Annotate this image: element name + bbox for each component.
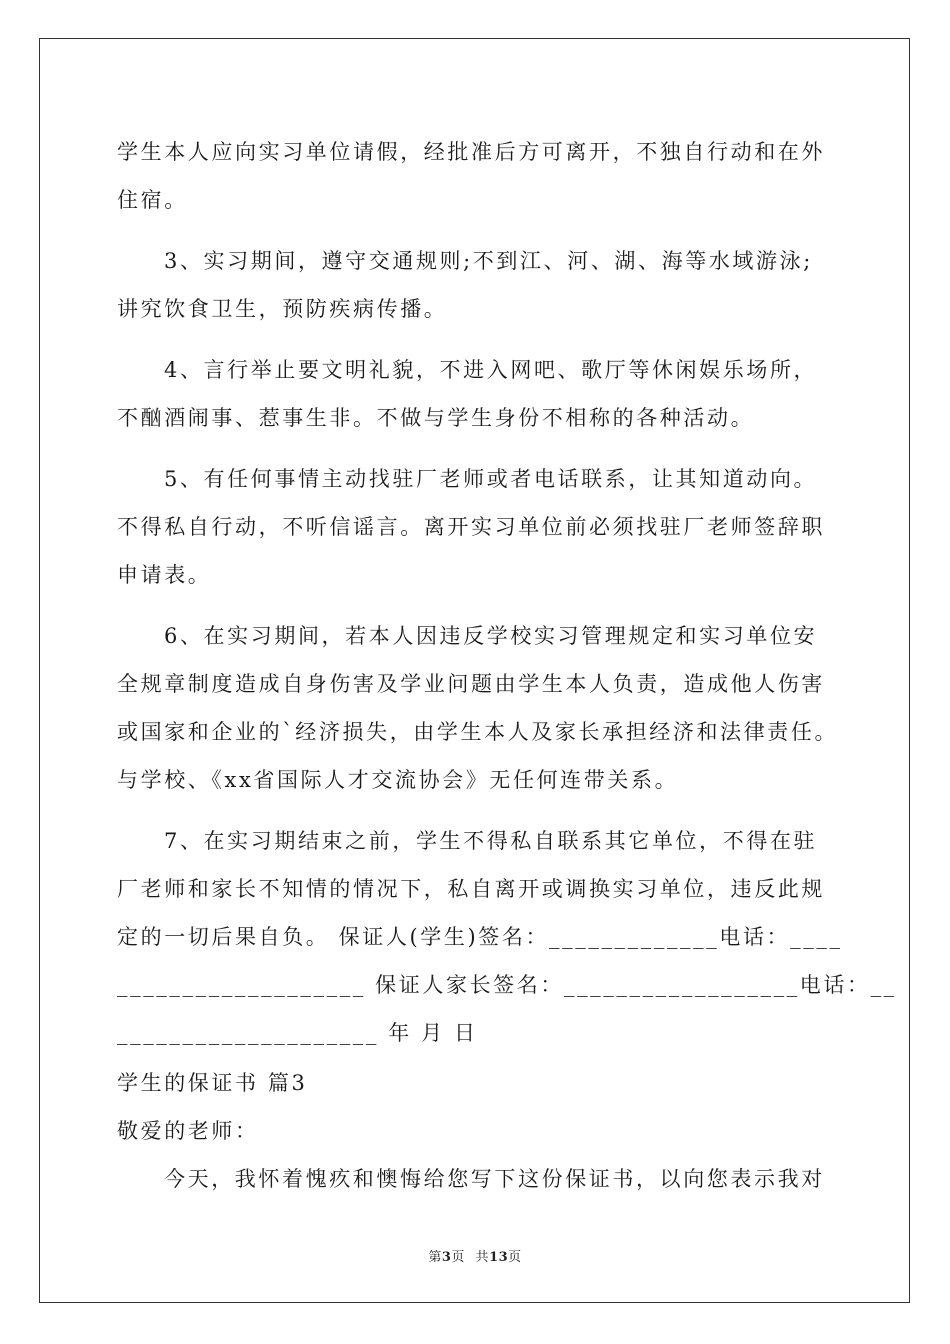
paragraph-rule-5 — [117, 455, 837, 599]
paragraph-rule-6 — [117, 612, 837, 804]
text-line: 讲究饮食卫生，预防疾病传播。 — [117, 297, 448, 321]
text-line: 申请表。 — [117, 563, 212, 587]
text-line: 全规章制度造成自身伤害及学业问题由学生本人负责，造成他人伤害 — [117, 672, 825, 696]
text-line: 或国家和企业的`经济损失，由学生本人及家长承担经济和法律责任。 — [117, 720, 839, 744]
paragraph-leave-rule — [117, 128, 837, 224]
text-line: 4、言行举止要文明礼貌，不进入网吧、歌厅等休闲娱乐场所， — [164, 358, 818, 382]
text-line: 与学校、《xx省国际人才交流协会》无任何连带关系。 — [117, 768, 679, 792]
salutation: 敬爱的老师： — [117, 1119, 259, 1143]
page-footer — [0, 1246, 950, 1265]
signature-line-student: 定的一切后果自负。 保证人(学生)签名：_____________电话：____ — [117, 925, 843, 949]
paragraph-rule-7-signature — [117, 817, 897, 1057]
date-line: ____________________ 年 月 日 — [117, 1021, 478, 1045]
text-line: 7、在实习期结束之前，学生不得私自联系其它单位，不得在驻 — [164, 829, 818, 853]
page-total: 共13页 — [475, 1250, 522, 1265]
paragraph-rule-4 — [117, 346, 837, 442]
section-title: 学生的保证书 篇3 — [117, 1071, 308, 1095]
text-line: 5、有任何事情主动找驻厂老师或者电话联系，让其知道动向。 — [164, 467, 818, 491]
opening-line: 今天，我怀着愧疚和懊悔给您写下这份保证书，以向您表示我对 — [164, 1167, 825, 1191]
text-line: 学生本人应向实习单位请假，经批准后方可离开，不独自行动和在外 — [117, 140, 825, 164]
text-line: 不得私自行动，不听信谣言。离开实习单位前必须找驻厂老师签辞职 — [117, 515, 825, 539]
paragraph-rule-3 — [117, 237, 837, 333]
text-line: 厂老师和家长不知情的情况下，私自离开或调换实习单位，违反此规 — [117, 877, 825, 901]
text-line: 不酗酒闹事、惹事生非。不做与学生身份不相称的各种活动。 — [117, 406, 755, 430]
text-line: 3、实习期间，遵守交通规则;不到江、河、湖、海等水域游泳; — [164, 249, 813, 273]
document-body — [117, 128, 897, 1203]
text-line: 住宿。 — [117, 188, 188, 212]
text-line: 6、在实习期间，若本人因违反学校实习管理规定和实习单位安 — [164, 624, 818, 648]
page-number: 第3页 — [428, 1250, 465, 1265]
signature-line-parent: ___________________ 保证人家长签名：__________________电话：__ — [117, 973, 897, 997]
